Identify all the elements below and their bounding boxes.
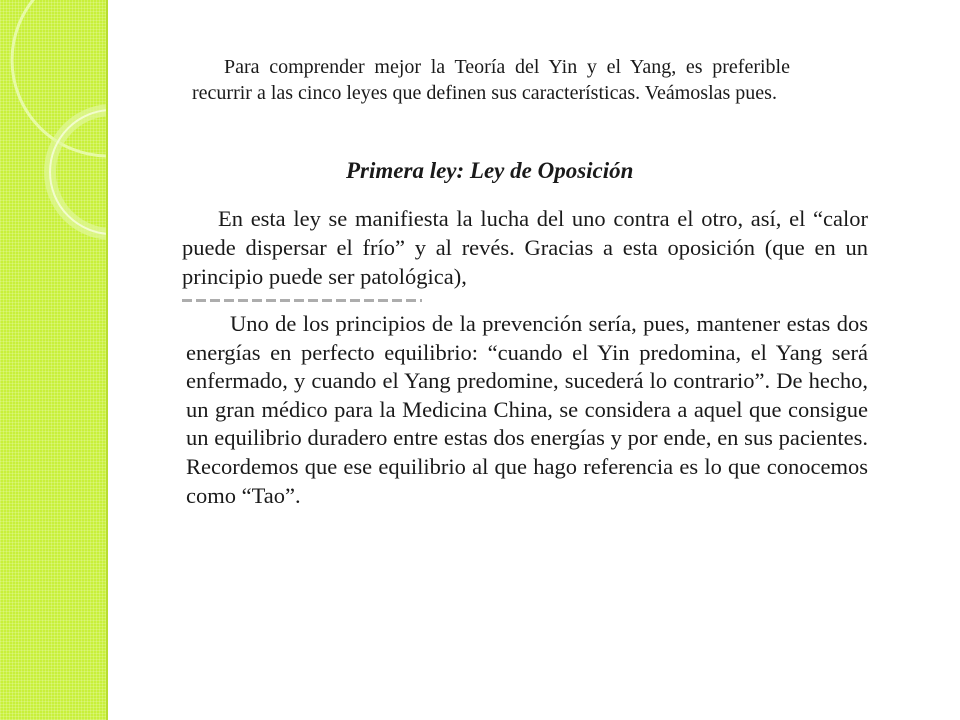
- decorative-circles-icon: [0, 0, 106, 260]
- prevention-paragraph: Uno de los principios de la prevención sería, pues, mantener estas dos energías en perfecto equilibrio: “cuando el Yin predomina, el Yang será enfermado, y cuando el Yang predomine, sucederá lo contrario”. De hecho, un gran médico para la Medicina China, se considera a aquel que consigue un equilibrio duradero entre estas dos energías y por ende, en sus pacientes. Recordemos que ese equilibrio al que hago referencia es lo que conocemos como “Tao”.: [186, 311, 868, 508]
- cropped-text-remnant: [182, 299, 422, 302]
- intro-paragraph: Para comprender mejor la Teoría del Yin y el Yang, es preferible recurrir a las cinco leyes que definen sus características. Veámoslas pues.: [192, 56, 790, 104]
- side-decor-band: [0, 0, 108, 720]
- opposition-paragraph: En esta ley se manifiesta la lucha del uno contra el otro, así, el “calor puede dispersar el frío” y al revés. Gracias a esta oposición (que en un principio puede ser patológica),: [182, 206, 868, 289]
- section-heading: Primera ley: Ley de Oposición: [346, 158, 634, 183]
